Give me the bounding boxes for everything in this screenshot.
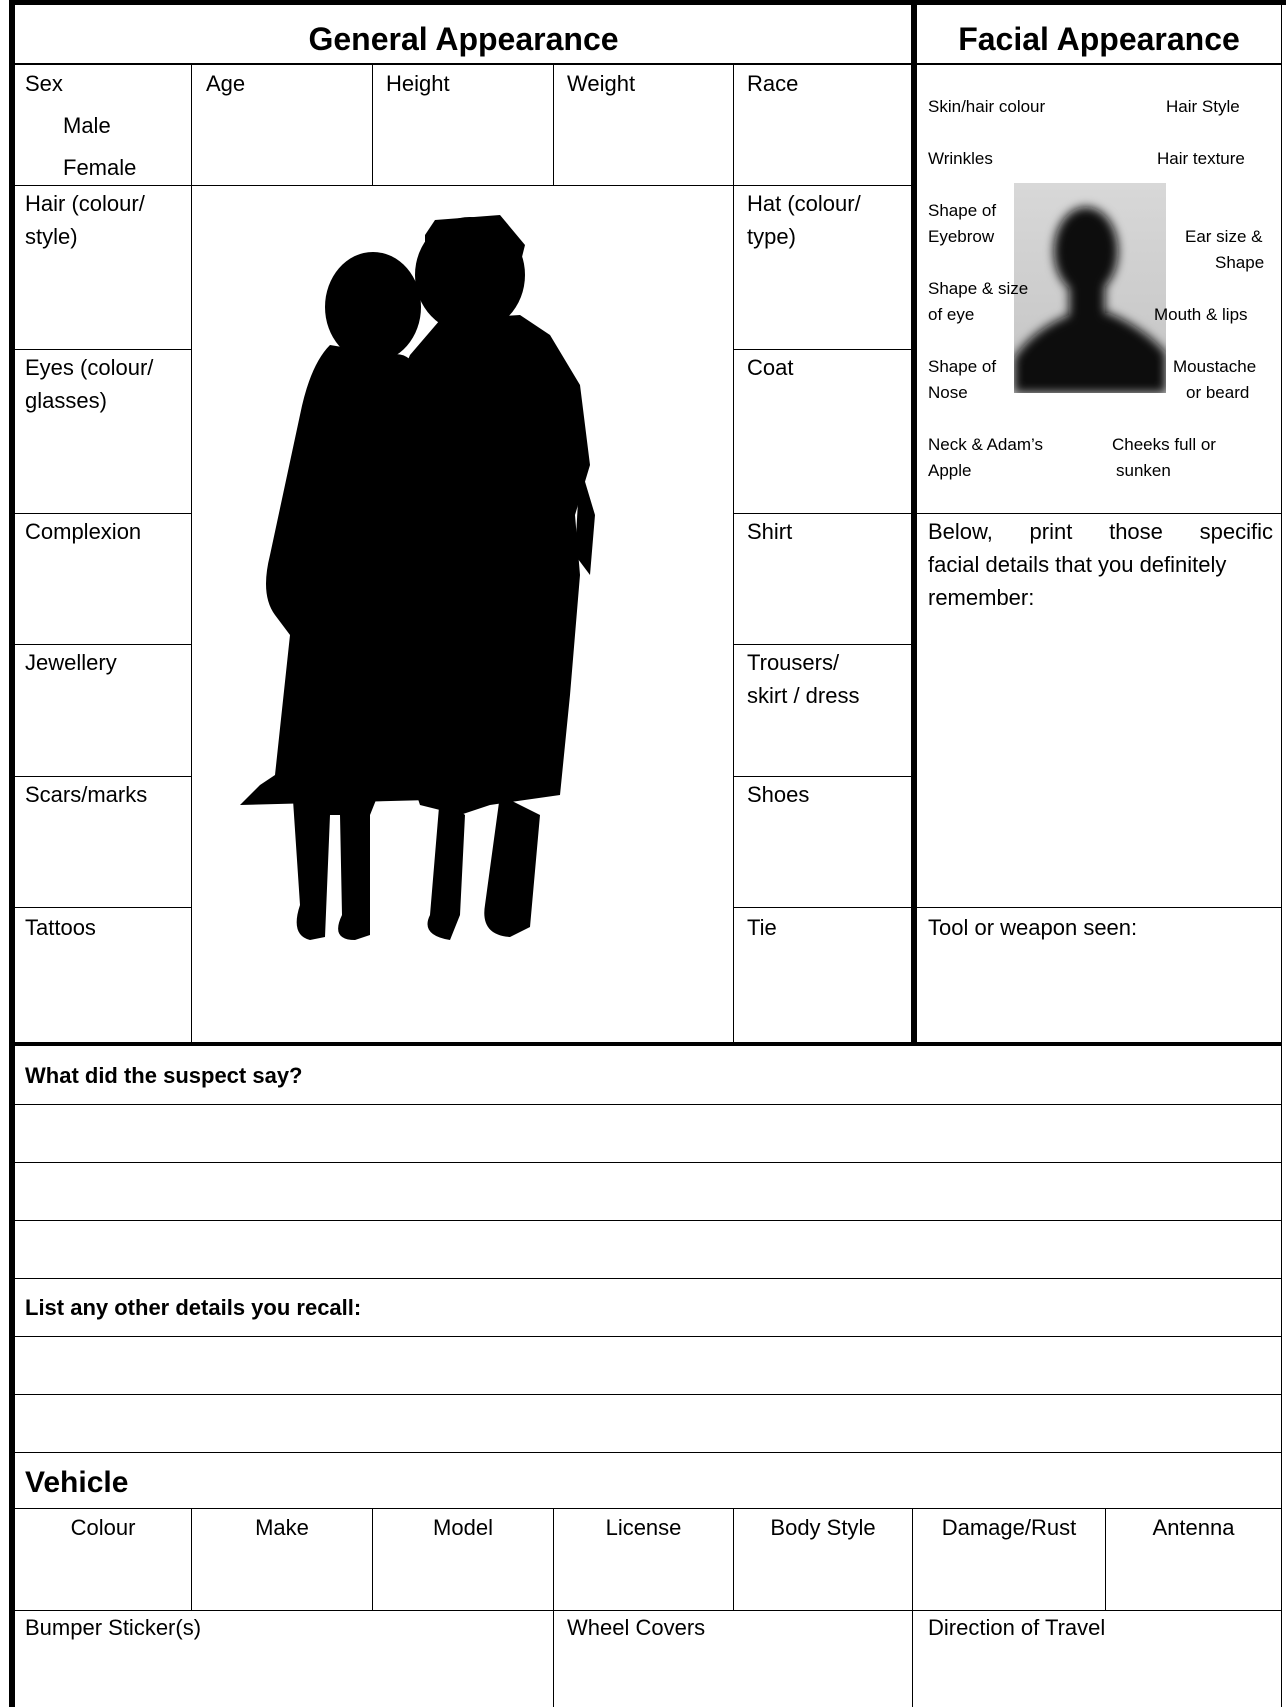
vehicle-row-line	[15, 1610, 1281, 1611]
header-line	[15, 63, 1281, 65]
facial-details-instructions-2: facial details that you definitely	[928, 552, 1227, 577]
row-line	[15, 513, 192, 514]
skin-hair-colour-label: Skin/hair colour	[928, 97, 1046, 116]
vehicle-header-line	[15, 1508, 1281, 1509]
tool-weapon-label: Tool or weapon seen:	[928, 915, 1138, 940]
mouth-label: Mouth & lips	[1154, 305, 1248, 324]
complexion-label: Complexion	[25, 519, 142, 544]
sex-option-female[interactable]: Female	[63, 155, 137, 180]
vehicle-colour-label: Colour	[70, 1515, 136, 1540]
row-line	[15, 776, 192, 777]
row-line	[15, 349, 192, 350]
frame-right-line	[1281, 0, 1282, 1707]
facial-details-instructions: Below, print those specific	[928, 519, 1273, 544]
row-line	[734, 776, 911, 777]
cheeks-label-2: sunken	[1116, 461, 1171, 480]
eyes-label-2: glasses)	[25, 388, 107, 413]
trousers-label-2: skirt / dress	[747, 683, 860, 708]
shirt-label: Shirt	[747, 519, 793, 544]
jewellery-label: Jewellery	[25, 650, 117, 675]
vehicle-make-label: Make	[255, 1515, 309, 1540]
wheel-covers-label: Wheel Covers	[567, 1615, 706, 1640]
neck-label-2: Apple	[928, 461, 972, 480]
sex-label: Sex	[25, 71, 63, 96]
wrinkles-label: Wrinkles	[928, 149, 993, 168]
bumper-sticker-label: Bumper Sticker(s)	[25, 1615, 202, 1640]
other-details-label: List any other details you recall:	[25, 1295, 362, 1320]
writing-line	[15, 1278, 1281, 1279]
facial-divider-2	[917, 907, 1281, 908]
vehicle-model-label: Model	[433, 1515, 493, 1540]
section-divider	[911, 5, 917, 1046]
moustache-label-2: or beard	[1186, 383, 1250, 402]
hair-texture-label: Hair texture	[1157, 149, 1245, 168]
race-label: Race	[747, 71, 799, 96]
row-line	[734, 349, 911, 350]
ear-label: Ear size &	[1185, 227, 1263, 246]
row-line	[15, 907, 192, 908]
nose-label-2: Nose	[928, 383, 968, 402]
writing-line	[15, 1336, 1281, 1337]
thick-line	[15, 1042, 1281, 1046]
row1-line	[15, 185, 911, 186]
writing-line	[15, 1452, 1281, 1453]
hat-label: Hat (colour/	[747, 191, 861, 216]
tattoos-label: Tattoos	[25, 915, 96, 940]
col-line	[191, 64, 192, 1042]
eye-label-2: of eye	[928, 305, 975, 324]
facial-details-instructions-3: remember:	[928, 585, 1035, 610]
row-line	[734, 907, 911, 908]
trousers-label: Trousers/	[747, 650, 840, 675]
col-line	[372, 64, 373, 185]
general-appearance-title: General Appearance	[308, 21, 619, 57]
eyes-label: Eyes (colour/	[25, 355, 154, 380]
col-line	[733, 64, 734, 1042]
vehicle-antenna-label: Antenna	[1152, 1515, 1235, 1540]
eyebrow-label: Shape of	[928, 201, 997, 220]
hair-label-2: style)	[25, 224, 78, 249]
vehicle-license-label: License	[605, 1515, 682, 1540]
couple-silhouette-image	[230, 215, 660, 975]
writing-line	[15, 1220, 1281, 1221]
eye-label: Shape & size	[928, 279, 1029, 298]
scars-label: Scars/marks	[25, 782, 148, 807]
writing-line	[15, 1162, 1281, 1163]
cheeks-label: Cheeks full or	[1112, 435, 1216, 454]
row-line	[734, 644, 911, 645]
head-silhouette-image	[1014, 183, 1166, 393]
hair-style-label: Hair Style	[1166, 97, 1240, 116]
suspect-say-label: What did the suspect say?	[25, 1063, 303, 1088]
writing-line	[15, 1104, 1281, 1105]
nose-label: Shape of	[928, 357, 997, 376]
facial-appearance-title: Facial Appearance	[958, 21, 1240, 57]
vehicle-title: Vehicle	[25, 1466, 129, 1499]
coat-label: Coat	[747, 355, 794, 380]
sex-option-male[interactable]: Male	[63, 113, 111, 138]
hair-label: Hair (colour/	[25, 191, 145, 216]
neck-label: Neck & Adam’s	[928, 435, 1043, 454]
direction-of-travel-label: Direction of Travel	[928, 1615, 1106, 1640]
ear-label-2: Shape	[1215, 253, 1265, 272]
vehicle-body-style-label: Body Style	[770, 1515, 876, 1540]
hat-label-2: type)	[747, 224, 796, 249]
writing-line	[15, 1394, 1281, 1395]
height-label: Height	[386, 71, 450, 96]
vehicle-damage-label: Damage/Rust	[941, 1515, 1077, 1540]
eyebrow-label-2: Eyebrow	[928, 227, 995, 246]
row-line	[734, 513, 911, 514]
moustache-label: Moustache	[1173, 357, 1257, 376]
weight-label: Weight	[567, 71, 636, 96]
shoes-label: Shoes	[747, 782, 810, 807]
col-line	[553, 64, 554, 185]
tie-label: Tie	[747, 915, 777, 940]
age-label: Age	[206, 71, 246, 96]
row-line	[15, 644, 192, 645]
facial-divider	[917, 513, 1281, 514]
